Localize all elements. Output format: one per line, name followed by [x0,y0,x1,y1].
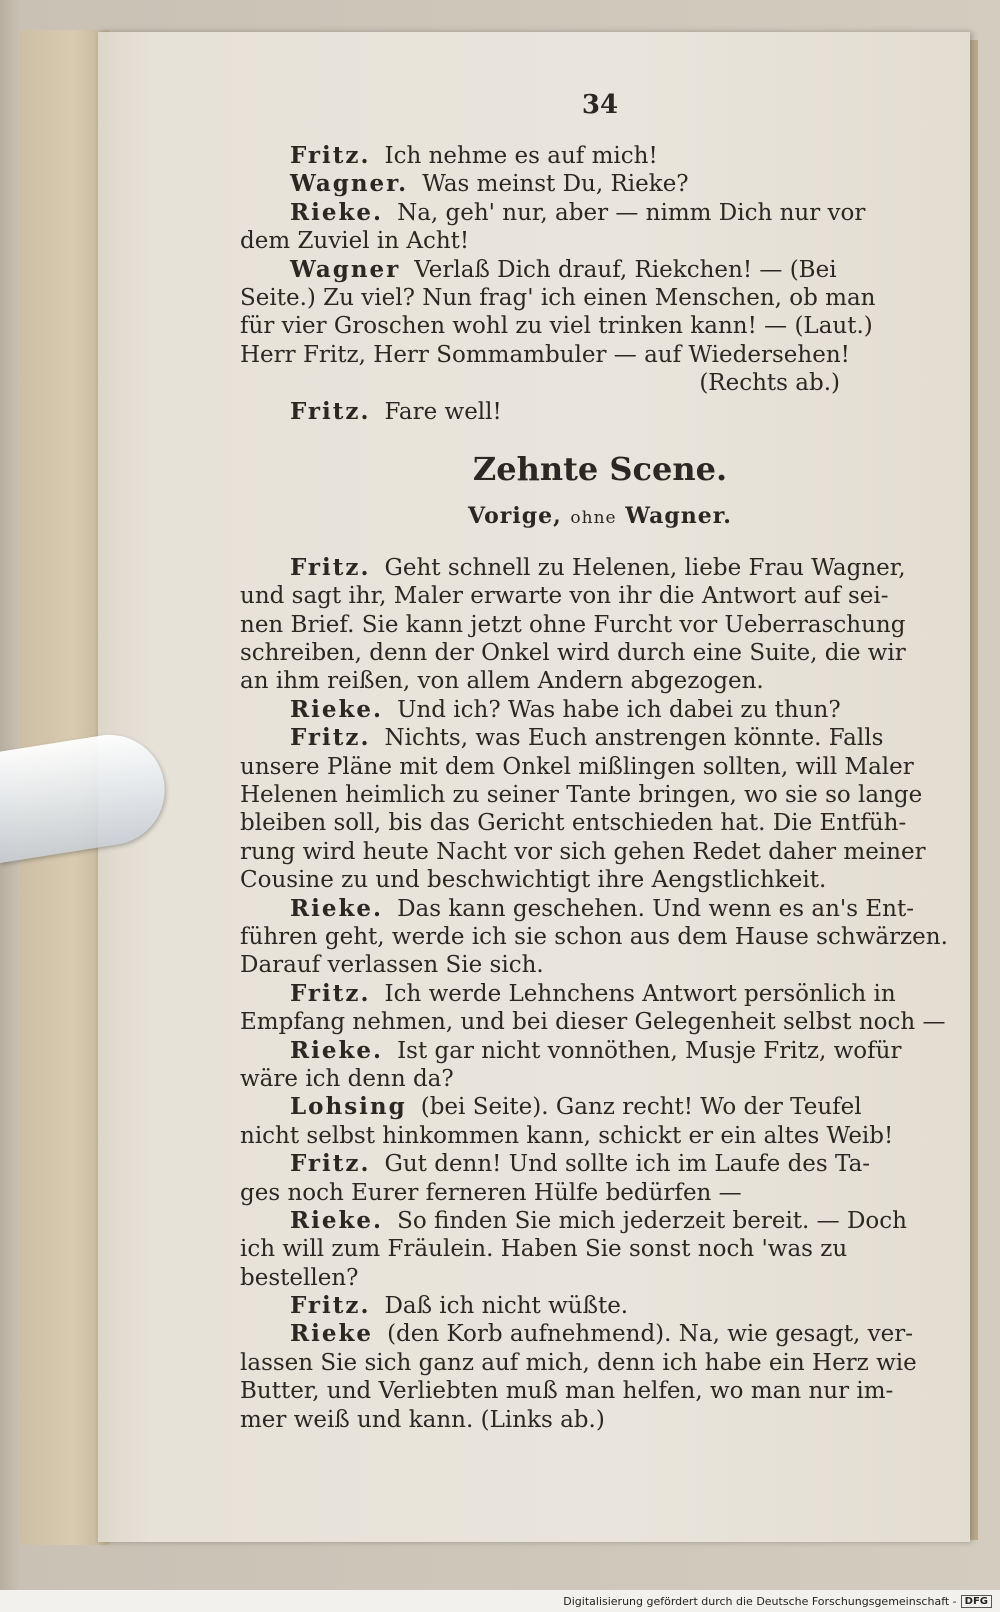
speaker-name: Rieke. [290,198,384,226]
line-text: mer weiß und kann. (Links ab.) [240,1406,605,1433]
text-line [240,980,930,1008]
speaker-name: Fritz. [290,142,371,169]
text-line [240,1292,930,1320]
scene-subtitle-b: ohne [570,507,617,528]
line-text: So finden Sie mich jederzeit bereit. — Doch [397,1207,907,1234]
line-text: Daß ich nicht wüßte. [384,1293,629,1320]
line-text: lassen Sie sich ganz auf mich, denn ich habe ein Herz wie [240,1349,917,1376]
text-line [240,1093,930,1121]
line-text: nicht selbst hinkommen kann, schickt er ein altes Weib! [240,1122,894,1149]
line-text: Empfang nehmen, und bei dieser Gelegenheit selbst noch — [240,1009,946,1036]
text-line [240,284,930,312]
line-text: Nichts, was Euch anstrengen könnte. Falls [384,725,884,752]
text-line [240,1037,930,1065]
text-line [240,809,930,837]
text-line [240,1179,930,1207]
text-line [240,838,930,866]
text-line [240,724,930,752]
line-text: führen geht, werde ich sie schon aus dem Hause schwärzen. [240,923,948,950]
scene-subtitle-a: Vorige, [468,502,562,529]
text-line [240,923,948,951]
text-line [240,1150,930,1178]
line-text: Ist gar nicht vonnöthen, Musje Fritz, wofür [397,1037,902,1064]
footer-bar [0,1590,1000,1612]
text-line [240,1235,930,1263]
text-line [240,369,930,397]
line-text: wäre ich denn da? [240,1065,454,1092]
speaker-name: Rieke. [290,695,384,723]
text-line [240,227,930,255]
speaker-name: Rieke [290,1320,374,1348]
text-line [240,1207,930,1235]
text-line [240,1349,930,1377]
line-text: Und ich? Was habe ich dabei zu thun? [397,696,841,723]
text-line [240,1122,930,1150]
line-text: (bei Seite). Ganz recht! Wo der Teufel [420,1094,862,1121]
line-text: Seite.) Zu viel? Nun frag' ich einen Menschen, ob man [240,284,876,311]
scene-title: Zehnte Scene. [472,449,728,488]
speaker-name: Lohsing [290,1093,407,1121]
speaker-name: Fritz. [290,553,371,581]
line-text: Ich werde Lehnchens Antwort persönlich in [384,980,896,1007]
line-text: Gut denn! Und sollte ich im Laufe des Ta- [384,1151,871,1178]
text-line [240,667,930,695]
text-line [240,582,930,610]
line-text: und sagt ihr, Maler erwarte von ihr die Antwort auf sei- [240,583,889,610]
line-text: unsere Pläne mit dem Onkel mißlingen sollten, will Maler [240,753,914,780]
text-line [240,312,930,340]
text-line [240,199,930,227]
line-text: an ihm reißen, von allem Andern abgezogen. [240,668,764,695]
line-text: Geht schnell zu Helenen, liebe Frau Wagner, [384,554,906,581]
dialogue-block-top [240,142,930,426]
text-line [240,781,930,809]
speaker-name: Rieke. [290,1206,384,1234]
line-text: Cousine zu und beschwichtigt ihre Aengstlichkeit. [240,867,827,894]
line-text: Das kann geschehen. Und wenn es an's Ent- [397,895,914,922]
line-text: Butter, und Verliebten muß man helfen, wo man nur im- [240,1378,894,1405]
line-text: ges noch Eurer ferneren Hülfe bedürfen — [240,1179,742,1206]
line-text: Helenen heimlich zu seiner Tante bringen, wo sie so lange [240,782,923,809]
dialogue-block-bottom [240,553,948,1434]
line-text: ich will zum Fräulein. Haben Sie sonst noch 'was zu [240,1236,848,1263]
speaker-name: Rieke. [290,894,384,922]
text-line [240,341,930,369]
line-text: bestellen? [240,1264,359,1291]
line-text: Darauf verlassen Sie sich. [240,952,544,979]
line-text: Was meinst Du, Rieke? [422,171,689,198]
scene-subtitle-c: Wagner. [625,502,732,529]
speaker-name: Fritz. [290,397,371,425]
line-text: bleiben soll, bis das Gericht entschieden hat. Die Entfüh- [240,810,907,837]
speaker-name: Fritz. [290,1150,371,1178]
text-line [240,398,930,426]
line-text: rung wird heute Nacht vor sich gehen Redet daher meiner [240,838,926,865]
line-text: nen Brief. Sie kann jetzt ohne Furcht vor Ueberraschung [240,611,906,638]
text-line [240,639,930,667]
text-line [240,1320,930,1348]
speaker-name: Wagner [290,255,401,283]
speaker-name: Rieke. [290,1036,384,1064]
speaker-name: Fritz. [290,724,371,752]
text-line [240,696,930,724]
line-text: (Rechts ab.) [699,370,840,397]
line-text: (den Korb aufnehmend). Na, wie gesagt, ver- [387,1321,913,1348]
text-line [240,1377,930,1405]
line-text: dem Zuviel in Acht! [240,228,470,255]
footer-credit: Digitalisierung gefördert durch die Deutsche Forschungsgemeinschaft - [563,1594,957,1608]
line-text: Na, geh' nur, aber — nimm Dich nur vor [397,199,866,226]
text-line [240,170,930,198]
line-text: für vier Groschen wohl zu viel trinken kann! — (Laut.) [240,313,873,340]
speaker-name: Wagner. [290,170,409,198]
text-line [240,753,930,781]
dfg-logo: DFG [961,1595,992,1608]
speaker-name: Fritz. [290,979,371,1007]
page-number: 34 [581,90,619,120]
line-text: schreiben, denn der Onkel wird durch eine Suite, die wir [240,640,906,667]
text-line [240,554,930,582]
text-line [240,1406,930,1434]
text-line [240,611,930,639]
line-text: Ich nehme es auf mich! [384,143,658,169]
page-text [240,80,948,1434]
text-line [240,142,930,170]
line-text: Fare well! [384,398,502,425]
text-line [240,951,930,979]
scene-subtitle [270,494,930,538]
text-line [240,1008,946,1036]
text-line [240,1264,930,1292]
text-line [240,256,930,284]
text-line [240,1065,930,1093]
line-text: Herr Fritz, Herr Sommambuler — auf Wiedersehen! [240,341,850,368]
speaker-name: Fritz. [290,1292,371,1320]
line-text: Verlaß Dich drauf, Riekchen! — (Bei [414,256,837,283]
text-line [240,895,930,923]
text-line [240,866,930,894]
